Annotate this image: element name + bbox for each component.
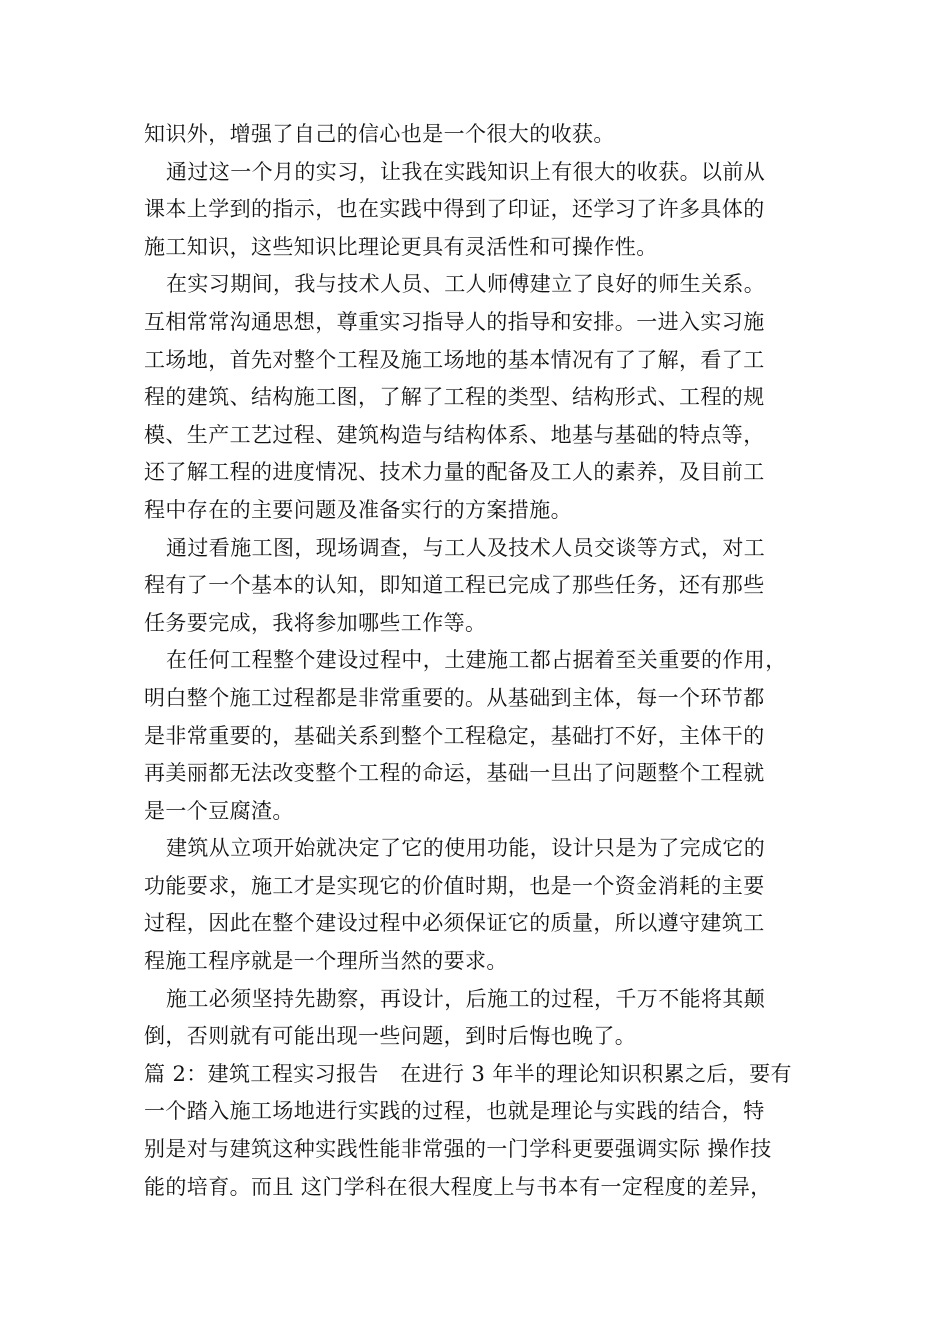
text-line: 施工知识，这些知识比理论更具有灵活性和可操作性。 bbox=[144, 234, 658, 259]
text-line: 任务要完成，我将参加哪些工作等。 bbox=[144, 610, 487, 635]
text-line: 互相常常沟通思想，尊重实习指导人的指导和安排。一进入实习施 bbox=[144, 309, 765, 334]
text-line: 程中存在的主要问题及准备实行的方案措施。 bbox=[144, 497, 572, 522]
text-line: 还了解工程的进度情况、技术力量的配备及工人的素养，及目前工 bbox=[144, 460, 765, 485]
text-line: 课本上学到的指示，也在实践中得到了印证，还学习了许多具体的 bbox=[144, 197, 765, 222]
text-line: 工场地，首先对整个工程及施工场地的基本情况有了了解，看了工 bbox=[144, 347, 765, 372]
text-line: 程施工程序就是一个理所当然的要求。 bbox=[144, 949, 508, 974]
text-line: 再美丽都无法改变整个工程的命运，基础一旦出了问题整个工程就 bbox=[144, 761, 765, 786]
text-line: 能的培育。而且 这门学科在很大程度上与书本有一定程度的差异， bbox=[144, 1174, 772, 1199]
paragraph-start-line: 建筑从立项开始就决定了它的使用功能，设计只是为了完成它的 bbox=[166, 836, 766, 861]
text-line: 别是对与建筑这种实践性能非常强的一门学科更要强调实际 操作技 bbox=[144, 1137, 772, 1162]
paragraph-start-line: 通过看施工图，现场调查，与工人及技术人员交谈等方式，对工 bbox=[166, 535, 766, 560]
paragraph-start-line: 施工必须坚持先勘察，再设计，后施工的过程，千万不能将其颠 bbox=[166, 986, 766, 1011]
text-line: 程的建筑、结构施工图，了解了工程的类型、结构形式、工程的规 bbox=[144, 385, 765, 410]
text-line: 倒，否则就有可能出现一些问题，到时后悔也晚了。 bbox=[144, 1024, 637, 1049]
text-line: 程有了一个基本的认知，即知道工程已完成了那些任务，还有那些 bbox=[144, 573, 765, 598]
paragraph-start-line: 在任何工程整个建设过程中，土建施工都占据着至关重要的作用， bbox=[166, 648, 787, 673]
text-line: 过程，因此在整个建设过程中必须保证它的质量，所以遵守建筑工 bbox=[144, 911, 765, 936]
text-line: 知识外，增强了自己的信心也是一个很大的收获。 bbox=[144, 122, 615, 146]
paragraph-start-line: 在实习期间，我与技术人员、工人师傅建立了良好的师生关系。 bbox=[166, 272, 766, 297]
document-body bbox=[144, 116, 820, 1206]
text-line: 明白整个施工过程都是非常重要的。从基础到主体，每一个环节都 bbox=[144, 685, 765, 710]
paragraph-start-line: 通过这一个月的实习，让我在实践知识上有很大的收获。以前从 bbox=[166, 159, 766, 184]
text-line: 是一个豆腐渣。 bbox=[144, 798, 294, 823]
text-line: 模、生产工艺过程、建筑构造与结构体系、地基与基础的特点等， bbox=[144, 422, 765, 447]
text-line: 功能要求，施工才是实现它的价值时期，也是一个资金消耗的主要 bbox=[144, 873, 765, 898]
text-line: 一个踏入施工场地进行实践的过程，也就是理论与实践的结合，特 bbox=[144, 1099, 765, 1124]
section-heading-line: 篇 2：建筑工程实习报告 在进行 3 年半的理论知识积累之后，要有 bbox=[144, 1061, 792, 1086]
text-line: 是非常重要的，基础关系到整个工程稳定，基础打不好，主体干的 bbox=[144, 723, 765, 748]
